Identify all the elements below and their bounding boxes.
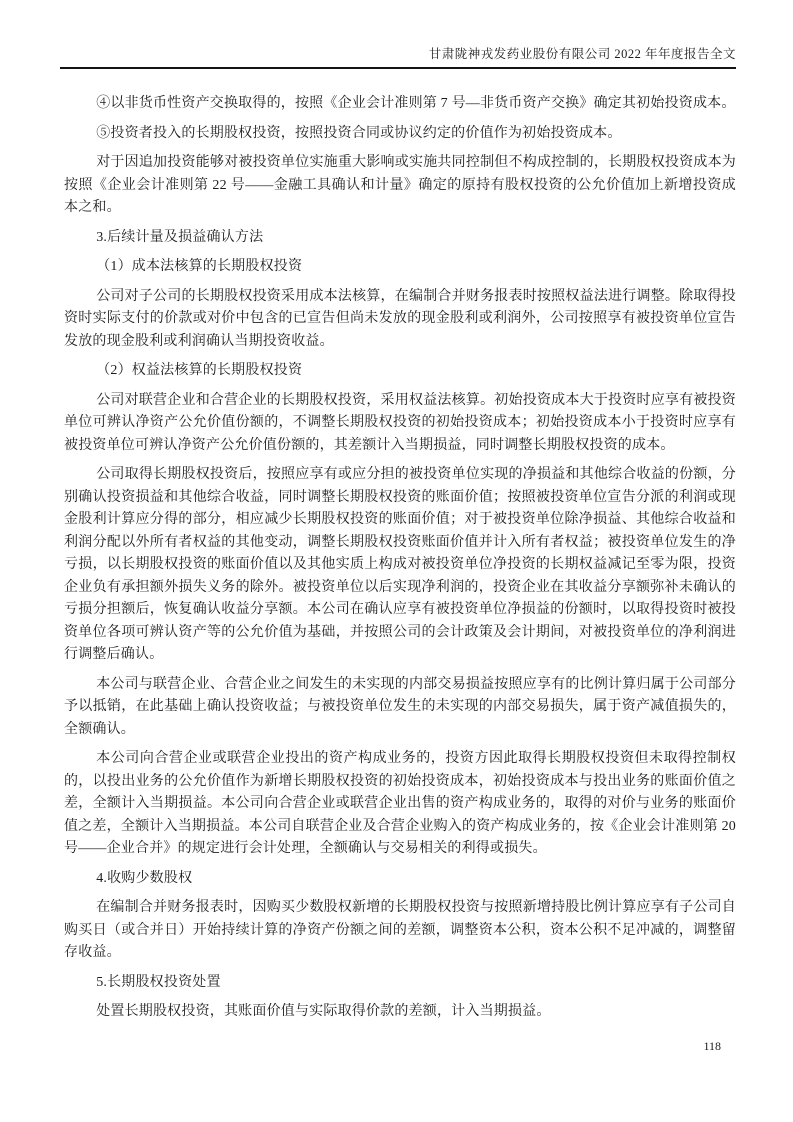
paragraph: 处置长期股权投资，其账面价值与实际取得价款的差额，计入当期损益。 bbox=[96, 1004, 551, 1019]
paragraph: 对于因追加投资能够对被投资单位实施重大影响或实施共同控制但不构成控制的，长期股权投资成本为按照《企业会计准则第 22 号——金融工具确认和计量》确定的原持有股权投资的公允价值加上新增投资成本之和。 bbox=[64, 155, 736, 215]
report-title: 甘肃陇神戎发药业股份有限公司 2022 年年度报告全文 bbox=[428, 47, 736, 61]
section-heading: 5.长期股权投资处置 bbox=[96, 974, 221, 990]
paragraph: 公司取得长期股权投资后，按照应享有或应分担的被投资单位实现的净损益和其他综合收益的份额，分别确认投资损益和其他综合收益，同时调整长期股权投资的账面价值；按照被投资单位宣告分派的利润或现金股利计算应分得的部分，相应减少长期股权投资的账面价值；对于被投资单位除净损益、其他综合收益和利润分配以外所有者权益的其他变动，调整长期股权投资账面价值并计入所有者权益；被投资单位发生的净亏损，以长期股权投资的账面价值以及其他实质上构成对被投资单位净投资的长期权益减记至零为限，投资企业负有承担额外损失义务的除外。被投资单位以后实现净利润的，投资企业在其收益分享额弥补未确认的亏损分担额后，恢复确认收益分享额。本公司在确认应享有被投资单位净损益的份额时，以取得投资时被投资单位各项可辨认资产等的公允价值为基础，并按照公司的会计政策及会计期间，对被投资单位的净利润进行调整后确认。 bbox=[64, 467, 736, 662]
page-number: 118 bbox=[703, 1039, 721, 1053]
paragraph: ⑤投资者投入的长期股权投资，按照投资合同或协议约定的价值作为初始投资成本。 bbox=[96, 125, 622, 141]
section-heading: 4.收购少数股权 bbox=[96, 870, 193, 886]
paragraph: 公司对联营企业和合营企业的长期股权投资，采用权益法核算。初始投资成本大于投资时应享有被投资单位可辨认净资产公允价值份额的，不调整长期股权投资的初始投资成本；初始投资成本小于投资时应享有被投资单位可辨认净资产公允价值份额的，其差额计入当期损益，同时调整长期股权投资的成本。 bbox=[64, 392, 736, 453]
paragraph: 在编制合并财务报表时，因购买少数股权新增的长期股权投资与按照新增持股比例计算应享有子公司自购买日（或合并日）开始持续计算的净资产份额之间的差额，调整资本公积，资本公积不足冲减的，调整留存收益。 bbox=[64, 900, 736, 960]
paragraph: 公司对子公司的长期股权投资采用成本法核算，在编制合并财务报表时按照权益法进行调整。除取得投资时实际支付的价款或对价中包含的已宣告但尚未发放的现金股利或利润外，公司按照享有被投资单位宣告发放的现金股利或利润确认当期投资收益。 bbox=[64, 288, 736, 349]
paragraph: ④以非货币性资产交换取得的，按照《企业会计准则第 7 号—非货币资产交换》确定其初始投资成本。 bbox=[96, 96, 736, 111]
section-heading: 3.后续计量及损益确认方法 bbox=[96, 229, 264, 245]
page-header bbox=[60, 46, 736, 77]
section-heading: （2）权益法核算的长期股权投资 bbox=[96, 363, 303, 378]
header-divider bbox=[60, 67, 736, 69]
paragraph: 本公司向合营企业或联营企业投出的资产构成业务的，投资方因此取得长期股权投资但未取得控制权的，以投出业务的公允价值作为新增长期股权投资的初始投资成本，初始投资成本与投出业务的账面价值之差，全额计入当期损益。本公司向合营企业或联营企业出售的资产构成业务的，取得的对价与业务的账面价值之差，全额计入当期损益。本公司自联营企业及合营企业购入的资产构成业务的，按《企业会计准则第 20 号——企业合并》的规定进行会计处理，全额确认与交易相关的利得或损失。 bbox=[64, 751, 736, 856]
document-body bbox=[64, 86, 736, 1031]
paragraph: 本公司与联营企业、合营企业之间发生的未实现的内部交易损益按照应享有的比例计算归属于公司部分予以抵销，在此基础上确认投资收益；与被投资单位发生的未实现的内部交易损失，属于资产减值损失的，全额确认。 bbox=[64, 676, 736, 737]
section-heading: （1）成本法核算的长期股权投资 bbox=[96, 259, 303, 274]
